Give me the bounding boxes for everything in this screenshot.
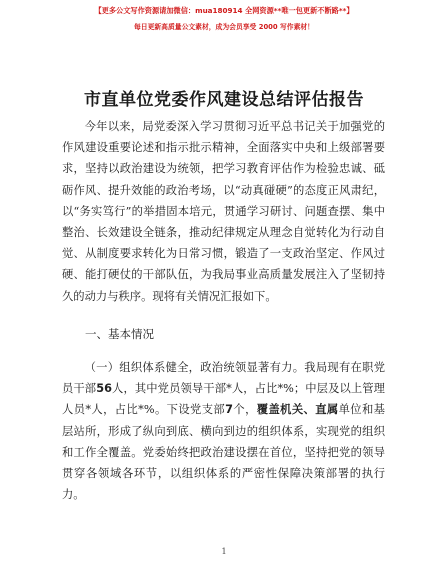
section-heading-basic-situation: 一、基本情况 [85, 327, 154, 341]
promo-banner-line-2: 每日更新高质量公文素材，成为会员享受 2000 写作素材！ [134, 23, 314, 31]
body-paragraph-1 [62, 357, 385, 505]
member-count: 56 [96, 382, 112, 396]
intro-paragraph: 今年以来，局党委深入学习贯彻习近平总书记关于加强党的作风建设重要论述和指示批示精神，全面落实中央和上级部署要求，坚持以政治建设为统领，把学习教育评估作为检验忠诚、砥砺作风、提升效能的政治考场，以“动真碰硬”的态度正风肃纪，以“务实笃行”的举措固本培元，贯通学习研讨、问题查摆、集中整治、长效建设全链条，推动纪律规定从理念自觉转化为行动自觉、从制度要求转化为日常习惯，锻造了一支政治坚定、作风过硬、能打硬仗的干部队伍，为我局事业高质量发展注入了坚韧持久的动力与秩序。现将有关情况汇报如下。 [62, 120, 385, 303]
document-title: 市直单位党委作风建设总结评估报告 [84, 90, 364, 110]
body-text-part-1: （一）组织体系健全，政治统领显著有力。我局现有在职党员干部 [62, 361, 385, 396]
page-number: 1 [221, 547, 227, 556]
body-emphasis: 覆盖机关、直属 [256, 403, 339, 417]
promo-banner-line-1: 【更多公文写作资源请加微信：mua180914 全网资源**唯一包更新不断路**】 [94, 6, 354, 15]
body-text-part-4: 单位和基层站所，形成了纵向到底、横向到边的组织体系，实现党的组织和工作全覆盖。党委始终把政治建设摆在首位，坚持把党的领导贯穿各领域各环节，以组织体系的严密性保障决策部署的执行力。 [62, 403, 385, 502]
branch-count: 7 [225, 403, 233, 417]
body-text-part-3: 个， [232, 403, 257, 417]
body-text-part-2: 人，其中党员领导干部*人，占比*%；中层及以上管理人员*人，占比*%。下设党支部 [62, 382, 385, 417]
